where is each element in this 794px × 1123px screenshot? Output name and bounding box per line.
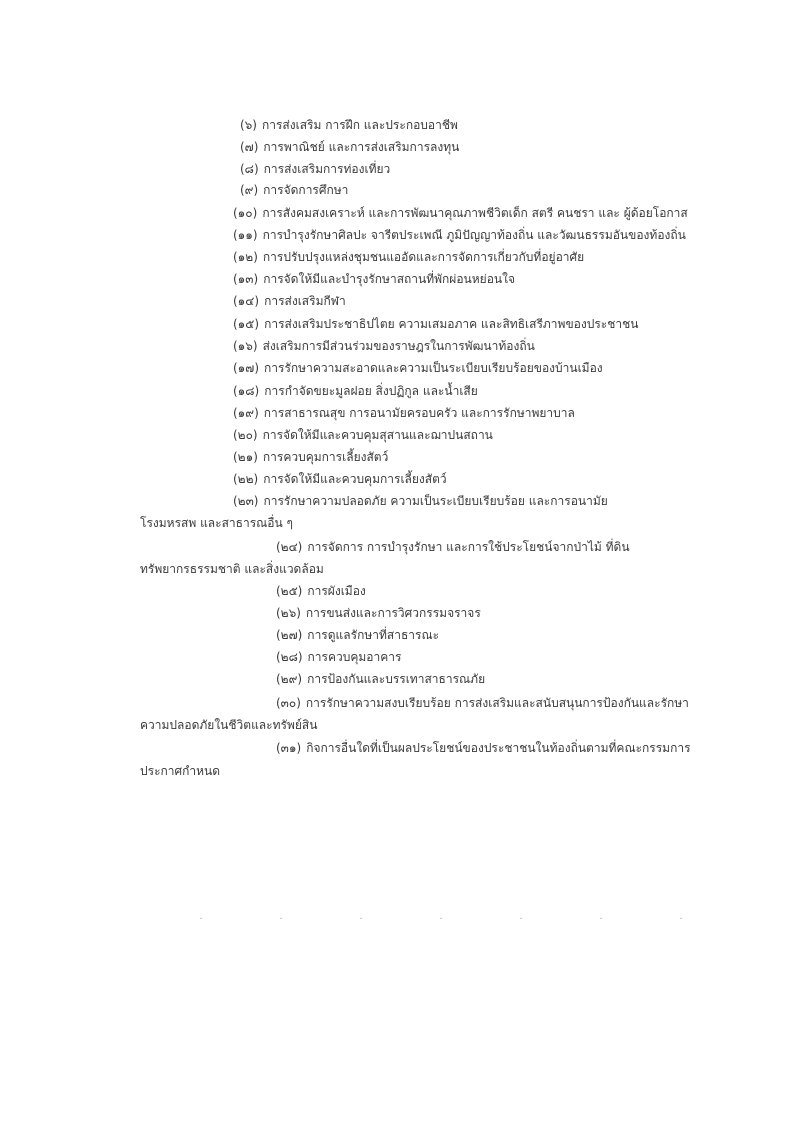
list-item: [276, 649, 401, 665]
item-number: (๘): [240, 162, 259, 176]
item-number: (๑๙): [233, 406, 259, 420]
list-item: [276, 605, 481, 621]
list-item: [276, 539, 630, 555]
item-text: การส่งเสริม การฝึก และประกอบอาชีพ: [261, 118, 458, 132]
item-text: การผังเมือง: [307, 584, 366, 598]
list-item: [240, 139, 459, 155]
item-text: การขนส่งและการวิศวกรรมจราจร: [305, 606, 481, 620]
item-number: (๗): [240, 140, 259, 154]
item-text: การกำจัดขยะมูลฝอย สิ่งปฏิกูล และน้ำเสีย: [264, 384, 478, 398]
item-number: (๑๕): [233, 317, 260, 331]
scan-dot: [680, 918, 682, 919]
scan-dot: [440, 918, 442, 919]
item-text: การสาธารณสุข การอนามัยครอบครัว และการรักษาพยาบาล: [263, 406, 575, 420]
list-item: [233, 449, 388, 465]
item-number: (๑๘): [233, 384, 260, 398]
item-number: (๑๖): [233, 339, 258, 353]
item-text: การจัดให้มีและบำรุงรักษาสถานที่พักผ่อนหย่อนใจ: [263, 272, 515, 286]
list-item: [276, 695, 689, 711]
list-item: [233, 249, 584, 265]
item-number: (๑๔): [233, 294, 260, 308]
item-number: (๓๐): [276, 696, 301, 710]
item-number: (๒๓): [233, 494, 259, 508]
list-item: [240, 117, 458, 133]
list-item: [276, 583, 366, 599]
item-text: การส่งเสริมประชาธิปไตย ความเสมอภาค และสิทธิเสรีภาพของประชาชน: [264, 317, 639, 331]
item-text: การควบคุมการเลี้ยงสัตว์: [262, 450, 389, 464]
item-number: (๒๙): [276, 672, 303, 686]
item-number: (๒๒): [233, 472, 259, 486]
list-item: [233, 405, 575, 421]
item-text: การป้องกันและบรรเทาสาธารณภัย: [307, 672, 486, 686]
scan-dot: [600, 918, 602, 919]
item-text: การดูแลรักษาที่สาธารณะ: [307, 628, 440, 642]
list-item: [233, 205, 688, 221]
list-item-continuation: ความปลอดภัยในชีวิตและทรัพย์สิน: [140, 718, 318, 732]
scan-dot: [520, 918, 522, 919]
item-number: (๖): [240, 118, 257, 132]
item-text: การสังคมสงเคราะห์ และการพัฒนาคุณภาพชีวิตเด็ก สตรี คนชรา และ ผู้ด้อยโอกาส: [262, 206, 688, 220]
scan-artifacts: [0, 918, 794, 922]
item-text: การรักษาความปลอดภัย ความเป็นระเบียบเรียบร้อย และการอนามัย: [263, 494, 608, 508]
item-number: (๒๕): [276, 584, 303, 598]
item-number: (๑๑): [233, 228, 258, 242]
list-item: [276, 740, 691, 756]
item-text: ส่งเสริมการมีส่วนร่วมของราษฎรในการพัฒนาท้องถิ่น: [262, 339, 535, 353]
list-item-continuation: โรงมหรสพ และสาธารณอื่น ๆ: [140, 516, 293, 530]
item-text: การรักษาความสะอาดและความเป็นระเบียบเรียบร้อยของบ้านเมือง: [264, 361, 603, 375]
item-text: การจัดการศึกษา: [263, 183, 349, 197]
list-item: [233, 493, 608, 509]
item-number: (๑๓): [233, 272, 259, 286]
list-item: [233, 293, 346, 309]
item-number: (๒๗): [276, 628, 303, 642]
list-item: [240, 161, 390, 177]
item-text: การบำรุงรักษาศิลปะ จารีตประเพณี ภูมิปัญญาท้องถิ่น และวัฒนธรรมอันของท้องถิ่น: [262, 228, 686, 242]
scan-dot: [280, 918, 282, 919]
item-number: (๒๘): [276, 650, 303, 664]
scan-dot: [200, 918, 202, 919]
item-text: การรักษาความสงบเรียบร้อย การส่งเสริมและสนับสนุนการป้องกันและรักษา: [305, 696, 689, 710]
list-item: [233, 271, 515, 287]
scan-dot: [360, 918, 362, 919]
item-text: การปรับปรุงแหล่งชุมชนแออัดและการจัดการเกี่ยวกับที่อยู่อาศัย: [262, 250, 585, 264]
item-text: การจัดให้มีและควบคุมสุสานและฌาปนสถาน: [262, 428, 493, 442]
list-item: [233, 227, 686, 243]
item-number: (๓๑): [276, 741, 302, 755]
list-item: [233, 471, 447, 487]
item-text: การควบคุมอาคาร: [307, 650, 402, 664]
list-item: [233, 427, 493, 443]
list-item: [233, 383, 478, 399]
list-item-continuation: ทรัพยากรธรรมชาติ และสิ่งแวดล้อม: [140, 562, 324, 576]
item-number: (๙): [240, 183, 259, 197]
item-text: การส่งเสริมกีฬา: [264, 294, 346, 308]
item-text: การจัดให้มีและควบคุมการเลี้ยงสัตว์: [263, 472, 447, 486]
list-item: [233, 316, 638, 332]
item-text: การจัดการ การบำรุงรักษา และการใช้ประโยชน์จากป่าไม้ ที่ดิน: [307, 540, 630, 554]
item-number: (๑๐): [233, 206, 258, 220]
list-item-continuation: ประกาศกำหนด: [140, 764, 221, 778]
item-number: (๑๒): [233, 250, 258, 264]
item-number: (๒๖): [276, 606, 301, 620]
item-number: (๑๗): [233, 361, 260, 375]
list-item: [276, 627, 439, 643]
item-number: (๒๐): [233, 428, 258, 442]
item-text: กิจการอื่นใดที่เป็นผลประโยชน์ของประชาชนในท้องถิ่นตามที่คณะกรรมการ: [306, 741, 691, 755]
item-number: (๒๑): [233, 450, 258, 464]
list-item: [233, 338, 535, 354]
item-text: การส่งเสริมการท่องเที่ยว: [263, 162, 391, 176]
list-item: [240, 182, 348, 198]
item-number: (๒๔): [276, 540, 303, 554]
list-item: [233, 360, 603, 376]
item-text: การพาณิชย์ และการส่งเสริมการลงทุน: [263, 140, 460, 154]
list-item: [276, 671, 485, 687]
